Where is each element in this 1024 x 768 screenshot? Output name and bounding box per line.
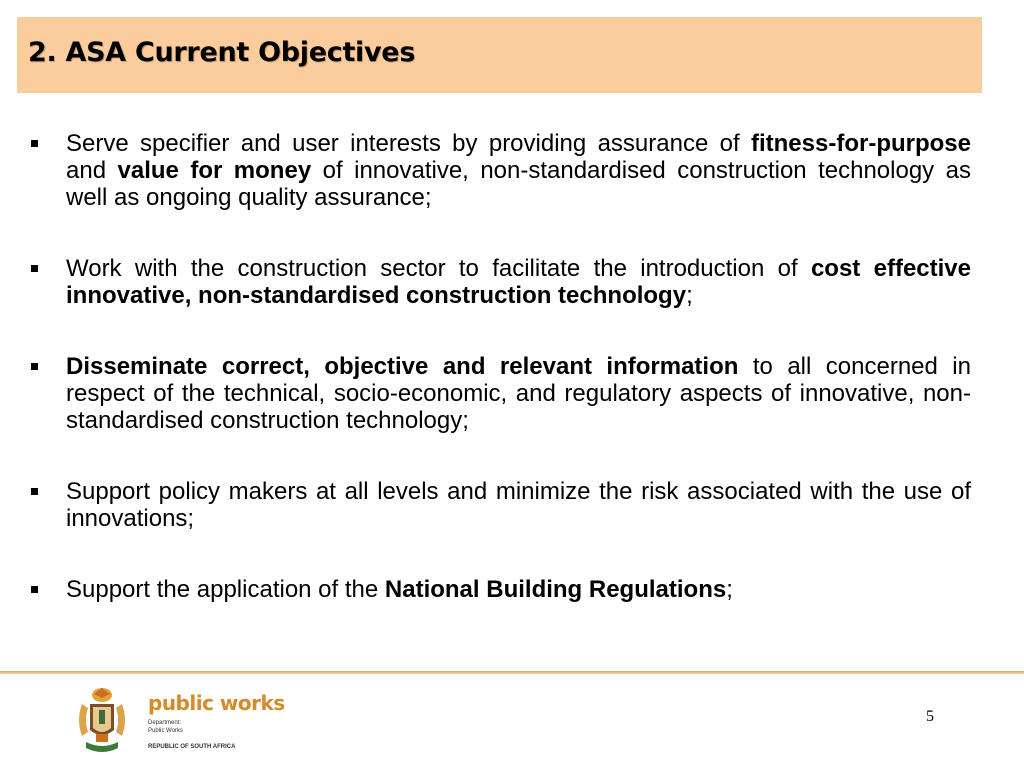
objective-text: Work with the construction sector to facilitate the introduction of	[66, 255, 811, 282]
objective-text: and	[66, 157, 118, 184]
objective-item	[28, 255, 971, 309]
objective-text: ;	[726, 576, 733, 603]
brand-department: Department:	[148, 720, 182, 726]
objective-item	[28, 478, 971, 532]
slide-title: 2. ASA Current Objectives	[28, 37, 416, 68]
objective-emphasis: Disseminate correct, objective and relevant information	[66, 353, 739, 380]
objective-item	[28, 353, 971, 434]
title-band	[17, 17, 982, 93]
objectives-list	[28, 130, 971, 647]
public-works-logo	[74, 686, 284, 756]
bullet-icon	[31, 265, 38, 272]
objective-text: Support policy makers at all levels and minimize the risk associated with the use of innovations;	[66, 478, 971, 532]
objective-text: to all concerned in respect of the technical, socio-economic, and regulatory aspects of innovative, non-standardised construction technology;	[66, 353, 971, 434]
objective-item	[28, 130, 971, 211]
page-number: 5	[926, 708, 934, 725]
brand-department-name: Public Works	[148, 728, 183, 734]
objective-emphasis: fitness-for-purpose	[750, 130, 971, 157]
bullet-icon	[31, 586, 38, 593]
brand-country: REPUBLIC OF SOUTH AFRICA	[148, 744, 236, 750]
objective-text: ;	[686, 282, 693, 309]
objective-item	[28, 576, 971, 603]
objective-text: Support the application of the	[66, 576, 385, 603]
bullet-icon	[31, 363, 38, 370]
bullet-icon	[31, 140, 38, 147]
coat-of-arms-icon	[74, 686, 130, 756]
brand-name: public works	[148, 691, 285, 715]
objective-emphasis: National Building Regulations	[384, 576, 727, 603]
objective-text: Serve specifier and user interests by providing assurance of	[66, 130, 751, 157]
objective-text: of innovative, non-standardised construction technology as well as ongoing quality assurance;	[66, 157, 971, 211]
bullet-icon	[31, 488, 38, 495]
objective-emphasis: value for money	[117, 157, 312, 184]
footer	[0, 674, 1024, 768]
objective-emphasis: cost effective innovative, non-standardised construction technology	[66, 255, 971, 309]
